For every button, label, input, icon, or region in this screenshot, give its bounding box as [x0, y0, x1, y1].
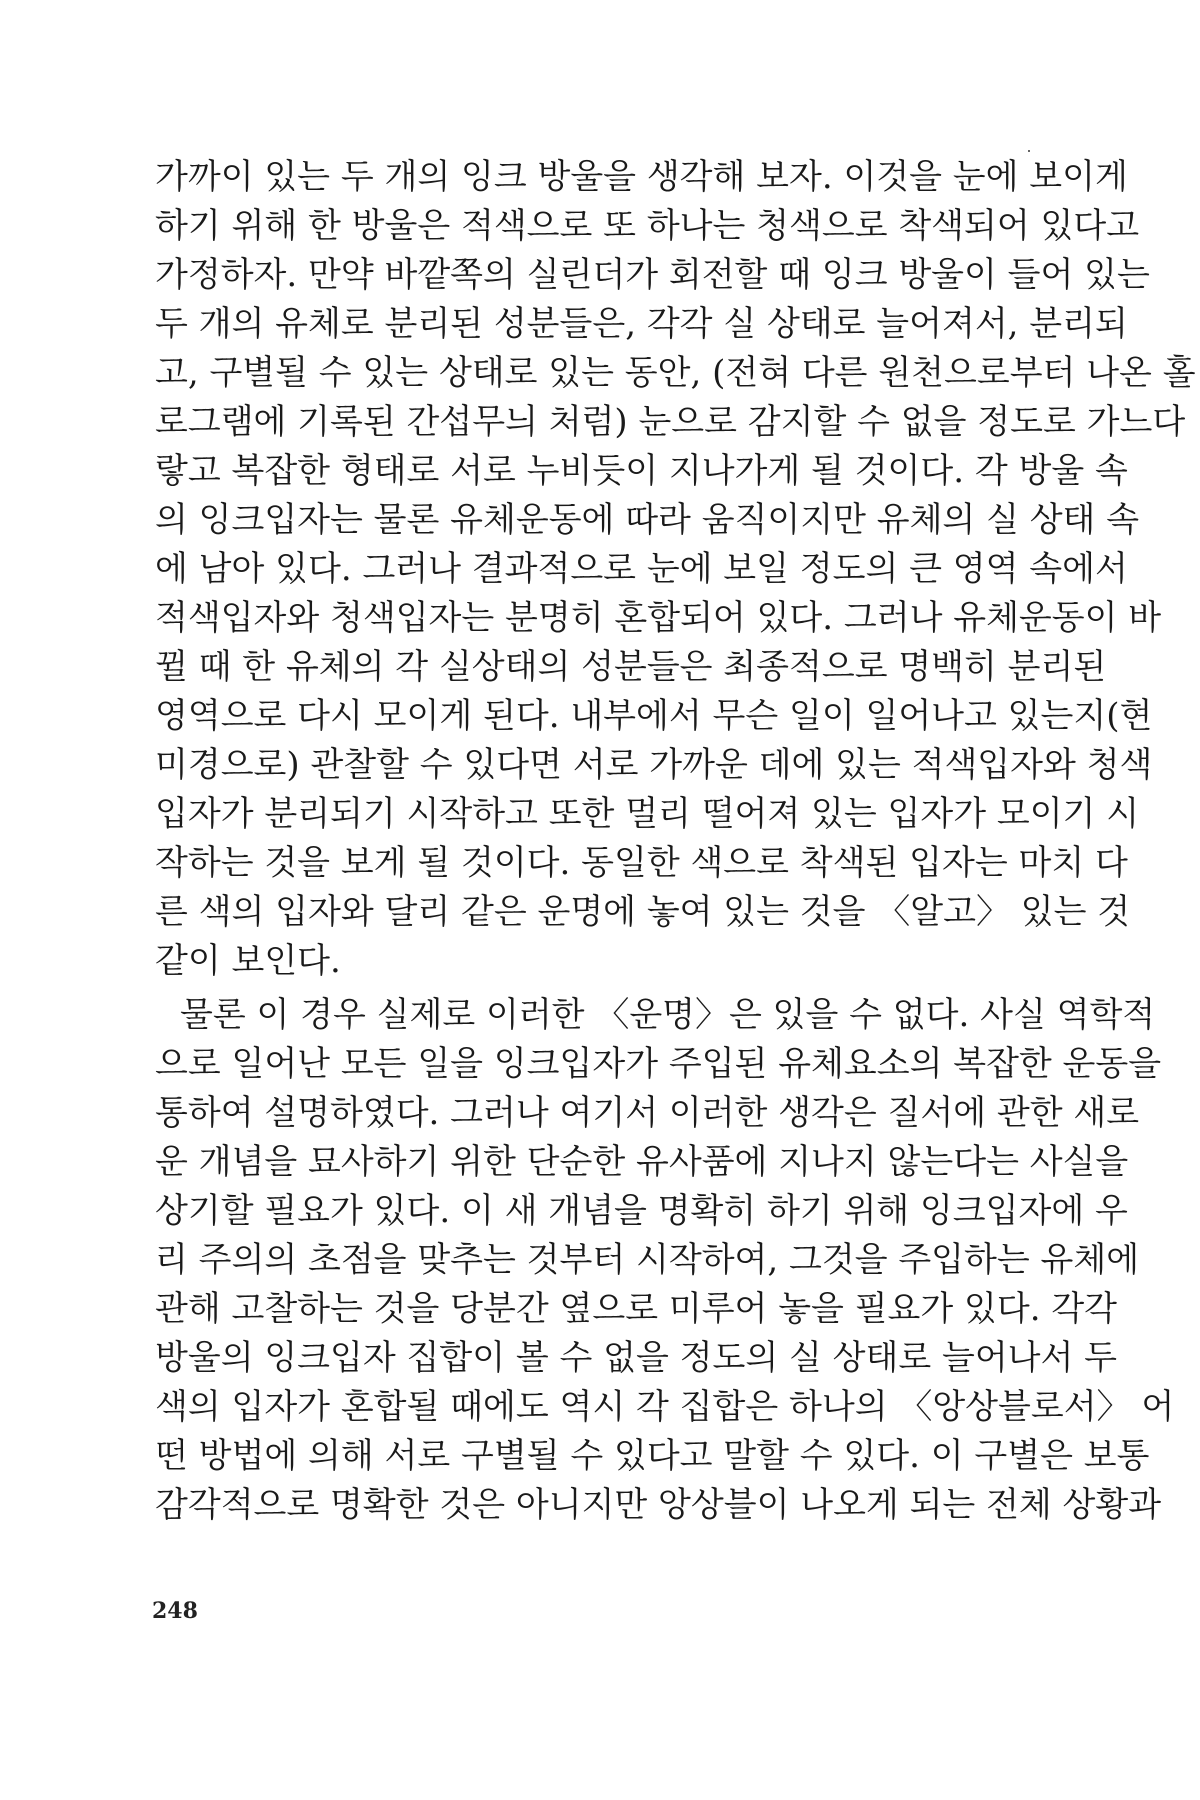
text-line: 하기 위해 한 방울은 적색으로 또 하나는 청색으로 착색되어 있다고 — [155, 206, 1140, 246]
text-line: 영역으로 다시 모이게 된다. 내부에서 무슨 일이 일어나고 있는지(현 — [155, 696, 1153, 736]
page-number: 248 — [152, 1598, 198, 1624]
text-line: 감각적으로 명확한 것은 아니지만 앙상블이 나오게 되는 전체 상황과 — [155, 1485, 1162, 1525]
text-line: 두 개의 유체로 분리된 성분들은, 각각 실 상태로 늘어져서, 분리되 — [155, 304, 1128, 344]
text-line: 통하여 설명하였다. 그러나 여기서 이러한 생각은 질서에 관한 새로 — [155, 1093, 1140, 1133]
text-line: 같이 보인다. — [155, 941, 341, 981]
text-line: 떤 방법에 의해 서로 구별될 수 있다고 말할 수 있다. 이 구별은 보통 — [155, 1436, 1150, 1476]
text-line: 물론 이 경우 실제로 이러한 〈운명〉은 있을 수 없다. 사실 역학적 — [180, 995, 1156, 1035]
text-line: 뀔 때 한 유체의 각 실상태의 성분들은 최종적으로 명백히 분리된 — [155, 647, 1107, 687]
text-line: 리 주의의 초점을 맞추는 것부터 시작하여, 그것을 주입하는 유체에 — [155, 1240, 1140, 1280]
text-line: 색의 입자가 혼합될 때에도 역시 각 집합은 하나의 〈앙상블로서〉 어 — [155, 1387, 1175, 1427]
text-line: 랗고 복잡한 형태로 서로 누비듯이 지나가게 될 것이다. 각 방울 속 — [155, 451, 1128, 491]
text-line: 로그램에 기록된 간섭무늬 처럼) 눈으로 감지할 수 없을 정도로 가느다 — [155, 402, 1186, 442]
text-line: 른 색의 입자와 달리 같은 운명에 놓여 있는 것을 〈알고〉 있는 것 — [155, 892, 1131, 932]
text-line: 상기할 필요가 있다. 이 새 개념을 명확히 하기 위해 잉크입자에 우 — [155, 1191, 1128, 1231]
text-line: 가정하자. 만약 바깥쪽의 실린더가 회전할 때 잉크 방울이 들어 있는 — [155, 255, 1150, 295]
text-line: 방울의 잉크입자 집합이 볼 수 없을 정도의 실 상태로 늘어나서 두 — [155, 1338, 1118, 1378]
text-line: 의 잉크입자는 물론 유체운동에 따라 움직이지만 유체의 실 상태 속 — [155, 500, 1140, 540]
text-line: 관해 고찰하는 것을 당분간 옆으로 미루어 놓을 필요가 있다. 각각 — [155, 1289, 1118, 1329]
text-line: 가까이 있는 두 개의 잉크 방울을 생각해 보자. 이것을 눈에 보이게 — [155, 157, 1128, 197]
text-line: 미경으로) 관찰할 수 있다면 서로 가까운 데에 있는 적색입자와 청색 — [155, 745, 1153, 785]
text-line: 으로 일어난 모든 일을 잉크입자가 주입된 유체요소의 복잡한 운동을 — [155, 1044, 1162, 1084]
text-line: 적색입자와 청색입자는 분명히 혼합되어 있다. 그러나 유체운동이 바 — [155, 598, 1162, 638]
text-line: 입자가 분리되기 시작하고 또한 멀리 떨어져 있는 입자가 모이기 시 — [155, 794, 1140, 834]
text-line: 작하는 것을 보게 될 것이다. 동일한 색으로 착색된 입자는 마치 다 — [155, 843, 1128, 883]
text-line: 에 남아 있다. 그러나 결과적으로 눈에 보일 정도의 큰 영역 속에서 — [155, 549, 1128, 589]
text-line: 고, 구별될 수 있는 상태로 있는 동안, (전혀 다른 원천으로부터 나온 홀 — [155, 353, 1196, 393]
text-line: 운 개념을 묘사하기 위한 단순한 유사품에 지나지 않는다는 사실을 — [155, 1142, 1129, 1182]
